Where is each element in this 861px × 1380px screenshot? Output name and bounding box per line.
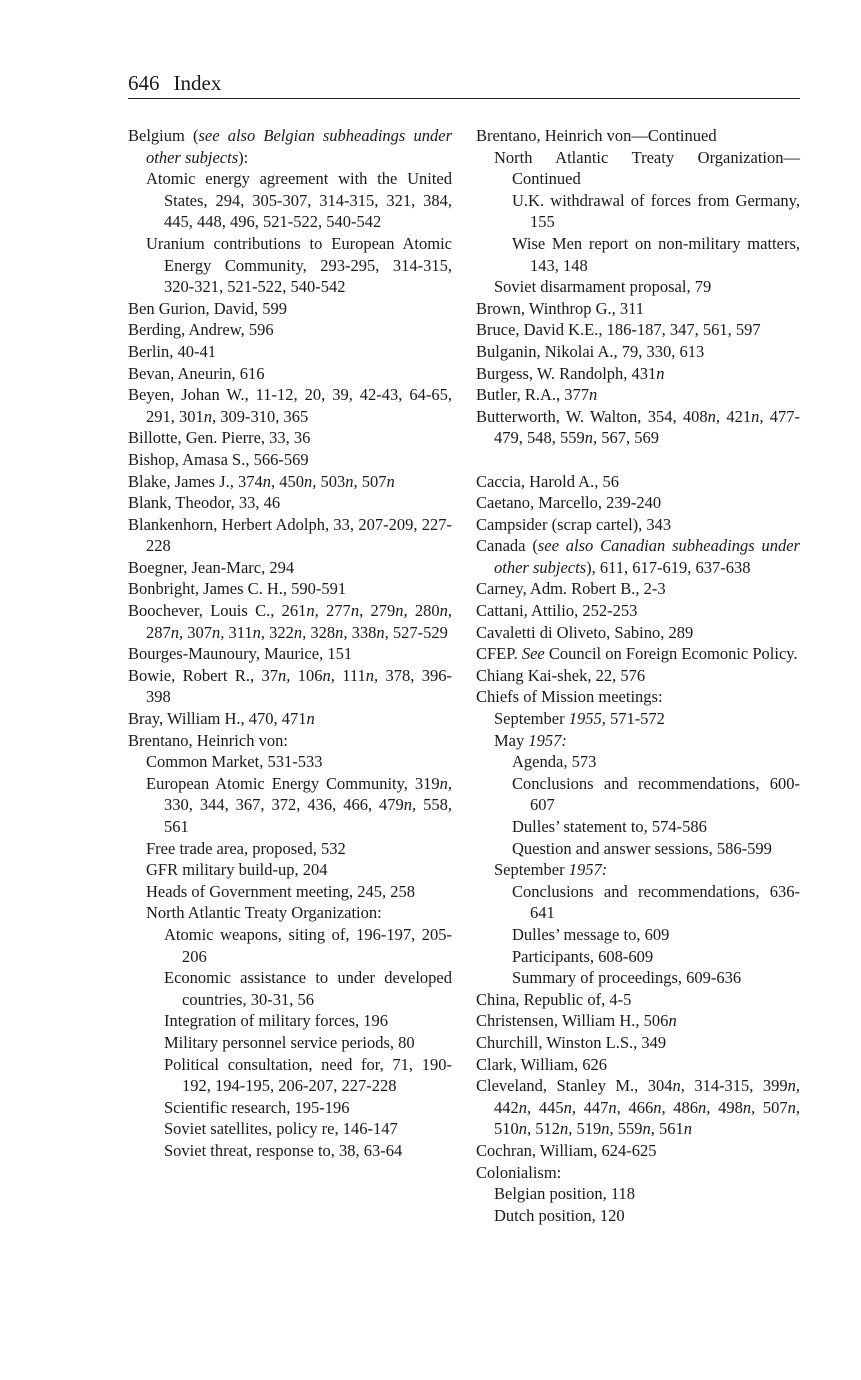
- index-entry: Churchill, Winston L.S., 349: [476, 1032, 667, 1052]
- page-title: Index: [173, 71, 222, 95]
- index-entry: Bulganin, Nikolai A., 79, 330, 613: [476, 341, 705, 361]
- index-subentry: Conclusions and recommendations, 636-641: [512, 881, 800, 923]
- index-subentry: Military personnel service periods, 80: [164, 1032, 415, 1052]
- index-subentry: Conclusions and recommendations, 600-607: [512, 773, 800, 815]
- index-entry: CFEP. See Council on Foreign Ecomonic Policy.: [476, 644, 798, 664]
- index-entry: Caccia, Harold A., 56: [476, 471, 619, 491]
- index-subentry: GFR military build-up, 204: [146, 860, 328, 880]
- index-subentry: September 1957:: [494, 860, 608, 880]
- index-subentry: Soviet disarmament proposal, 79: [494, 277, 712, 297]
- index-subentry: Dutch position, 120: [494, 1205, 625, 1225]
- index-entry: Burgess, W. Randolph, 431n: [476, 363, 665, 383]
- index-subentry: Soviet satellites, policy re, 146-147: [164, 1119, 398, 1139]
- index-entry: Chiefs of Mission meetings:: [476, 687, 663, 707]
- index-subentry: Question and answer sessions, 586-599: [512, 838, 772, 858]
- index-subentry: Economic assistance to under developed countries, 30-31, 56: [164, 968, 452, 1009]
- index-subentry: Agenda, 573: [512, 752, 597, 772]
- index-subentry: Dulles’ statement to, 574-586: [512, 817, 707, 836]
- index-subentry: Heads of Government meeting, 245, 258: [146, 881, 415, 901]
- index-entry: Brentano, Heinrich von:: [128, 730, 288, 750]
- index-entry: Blankenhorn, Herbert Adolph, 33, 207-209, 227-228: [128, 514, 452, 556]
- index-entry: Brown, Winthrop G., 311: [476, 298, 644, 318]
- index-entry: Bowie, Robert R., 37n, 106n, 111n, 378, 396-398: [128, 665, 453, 707]
- index-entry: Butler, R.A., 377n: [476, 385, 598, 405]
- index-subentry: Common Market, 531-533: [146, 752, 323, 772]
- index-entry: Billotte, Gen. Pierre, 33, 36: [128, 428, 311, 448]
- index-subentry: September 1955, 571-572: [494, 709, 665, 729]
- index-subentry: U.K. withdrawal of forces from Germany, 155: [512, 190, 800, 232]
- index-subentry: Belgian position, 118: [494, 1184, 636, 1204]
- index-subentry: May 1957:: [494, 730, 567, 750]
- index-subentry: Dulles’ message to, 609: [512, 924, 670, 944]
- index-entry: Ben Gurion, David, 599: [128, 298, 288, 318]
- index-entry: Bishop, Amasa S., 566-569: [128, 449, 309, 469]
- index-entry: Belgium (see also Belgian subheadings under other subjects):: [128, 126, 452, 167]
- index-subentry: Soviet threat, response to, 38, 63-64: [164, 1140, 403, 1160]
- index-entry: Boochever, Louis C., 261n, 277n, 279n, 280n, 287n, 307n, 311n, 322n, 328n, 338n, 527-529: [128, 601, 453, 642]
- index-subentry: Political consultation, need for, 71, 190-192, 194-195, 206-207, 227-228: [164, 1054, 452, 1096]
- index-entry: Bevan, Aneurin, 616: [128, 363, 265, 383]
- left-index-column: [128, 125, 452, 1162]
- index-entry: Bray, William H., 470, 471n: [128, 709, 315, 729]
- index-entry: Chiang Kai-shek, 22, 576: [476, 665, 646, 685]
- index-entry: Colonialism:: [476, 1162, 562, 1182]
- index-subentry: Integration of military forces, 196: [164, 1011, 389, 1031]
- index-subentry: Participants, 608-609: [512, 946, 654, 966]
- index-subentry: Atomic energy agreement with the United States, 294, 305-307, 314-315, 321, 384, 445, 448, 496, 521-522, 540-542: [146, 169, 452, 232]
- index-entry: Boegner, Jean-Marc, 294: [128, 557, 295, 577]
- section-gap: [476, 449, 800, 471]
- header-rule: [128, 98, 800, 99]
- index-subentry: North Atlantic Treaty Organization:: [146, 903, 382, 923]
- page-number: 646: [128, 71, 160, 95]
- right-index-column: [476, 125, 800, 1226]
- index-entry: Cochran, William, 624-625: [476, 1140, 657, 1160]
- index-entry: Brentano, Heinrich von—Continued: [476, 126, 717, 145]
- index-subentry: Atomic weapons, siting of, 196-197, 205-206: [164, 924, 452, 966]
- index-subentry: European Atomic Energy Community, 319n, 330, 344, 367, 372, 436, 466, 479n, 558, 561: [146, 773, 453, 836]
- running-header: [128, 70, 800, 96]
- index-subentry: Free trade area, proposed, 532: [146, 838, 346, 858]
- index-entry: Beyen, Johan W., 11-12, 20, 39, 42-43, 64-65, 291, 301n, 309-310, 365: [128, 385, 452, 426]
- index-subentry: Wise Men report on non-military matters, 143, 148: [512, 233, 800, 275]
- index-subentry: Summary of proceedings, 609-636: [512, 968, 742, 988]
- index-subentry: North Atlantic Treaty Organization—Continued: [494, 147, 800, 189]
- index-entry: Cleveland, Stanley M., 304n, 314-315, 399n, 442n, 445n, 447n, 466n, 486n, 498n, 507n, 510n, 512n, 519n, 559n, 561n: [476, 1076, 800, 1139]
- index-entry: Christensen, William H., 506n: [476, 1011, 677, 1031]
- index-entry: Carney, Adm. Robert B., 2-3: [476, 579, 666, 599]
- index-entry: Butterworth, W. Walton, 354, 408n, 421n, 477-479, 548, 559n, 567, 569: [476, 406, 801, 448]
- index-entry: Canada (see also Canadian subheadings under other subjects), 611, 617-619, 637-638: [476, 536, 800, 577]
- index-entry: Cattani, Attilio, 252-253: [476, 601, 638, 621]
- index-entry: Caetano, Marcello, 239-240: [476, 493, 662, 513]
- index-entry: Clark, William, 626: [476, 1054, 608, 1074]
- index-entry: Berding, Andrew, 596: [128, 320, 274, 340]
- index-entry: Bourges-Maunoury, Maurice, 151: [128, 644, 353, 664]
- index-entry: Bonbright, James C. H., 590-591: [128, 579, 347, 599]
- index-entry: Campsider (scrap cartel), 343: [476, 514, 672, 534]
- index-subentry: Scientific research, 195-196: [164, 1097, 350, 1117]
- index-entry: Blake, James J., 374n, 450n, 503n, 507n: [128, 471, 395, 491]
- index-entry: Bruce, David K.E., 186-187, 347, 561, 597: [476, 320, 761, 340]
- index-entry: Berlin, 40-41: [128, 341, 216, 361]
- index-entry: China, Republic of, 4-5: [476, 989, 632, 1009]
- index-entry: Blank, Theodor, 33, 46: [128, 493, 281, 513]
- index-subentry: Uranium contributions to European Atomic Energy Community, 293-295, 314-315, 320-321, 521-522, 540-542: [146, 233, 452, 297]
- index-entry: Cavaletti di Oliveto, Sabino, 289: [476, 622, 694, 642]
